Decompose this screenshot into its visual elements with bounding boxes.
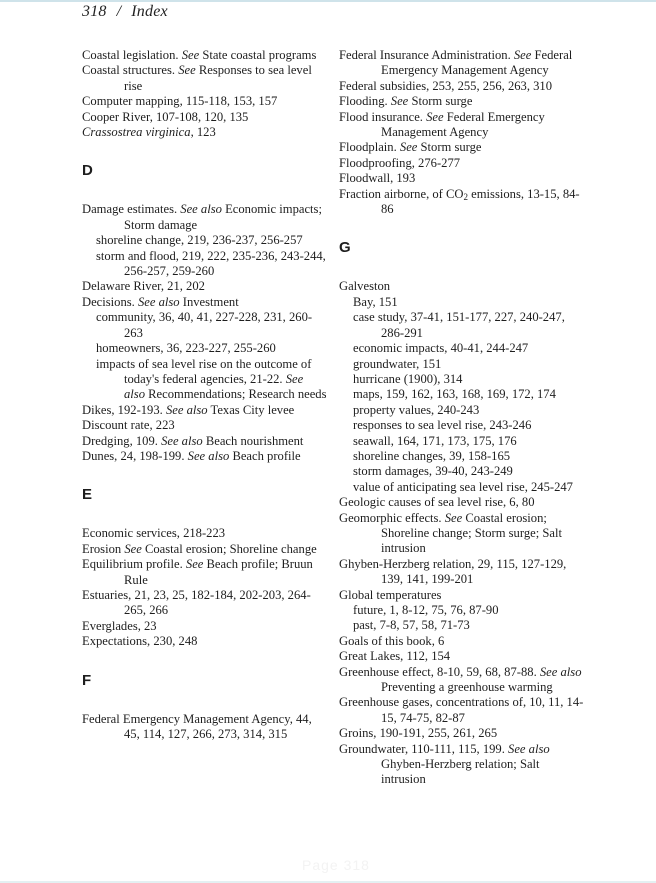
index-subentry (339, 341, 584, 356)
index-subentry (339, 434, 584, 449)
index-entry (82, 63, 327, 94)
index-entry (82, 202, 327, 233)
index-entry (82, 619, 327, 634)
entry-term: Greenhouse effect, 8-10, 59, 68, 87-88. (339, 664, 537, 679)
index-entry (82, 94, 327, 109)
entry-term: Great Lakes, 112, 154 (339, 649, 451, 664)
cross-reference-target: Texas City levee (210, 402, 295, 417)
subentry-term: past, 7-8, 57, 58, 71-73 (353, 618, 470, 633)
entry-term: Greenhouse gases, concentrations of, 10, 11, 14-15, 74-75, 82-87 (339, 695, 584, 725)
index-subentry (339, 603, 584, 618)
index-subentry (339, 310, 584, 341)
cross-reference-target: Beach profile (232, 448, 301, 463)
cross-reference-target: Coastal erosion; Shoreline change (144, 541, 317, 556)
cross-reference-label: See also (137, 294, 180, 309)
entry-term: Flood insurance. (339, 109, 423, 124)
cross-reference-target: Ghyben-Herzberg relation; Salt intrusion (381, 757, 540, 787)
index-entry (339, 94, 584, 109)
entry-term: Economic services, 218-223 (82, 526, 226, 541)
index-entry (339, 279, 584, 294)
index-entry (82, 403, 327, 418)
subentry-term: storm and flood, 219, 222, 235-236, 243-244, 256-257, 259-260 (96, 248, 326, 279)
cross-reference-target: Storm surge (420, 140, 482, 155)
cross-reference-label: See also (124, 371, 304, 402)
entry-term: Federal Insurance Administration. (339, 48, 511, 62)
entry-term: Geologic causes of sea level rise, 6, 80 (339, 495, 535, 510)
index-entry (339, 726, 584, 741)
index-subentry (339, 449, 584, 464)
index-subentry (82, 310, 327, 341)
subentry-term: community, 36, 40, 41, 227-228, 231, 260-263 (96, 310, 313, 340)
cross-reference-target: Recommendations; Research needs (148, 387, 327, 402)
entry-term: Delaware River, 21, 202 (82, 279, 205, 294)
cross-reference-label: See also (180, 202, 222, 217)
index-entry (339, 140, 584, 155)
index-entry (82, 542, 327, 557)
index-subentry (339, 403, 584, 418)
index-entry (82, 418, 327, 433)
index-group-f-left (82, 712, 327, 743)
cross-reference-label: See (399, 140, 418, 155)
index-column-left (82, 48, 327, 742)
subentry-term: homeowners, 36, 223-227, 255-260 (96, 341, 276, 356)
entry-term: Goals of this book, 6 (339, 633, 445, 648)
subentry-term: seawall, 164, 171, 173, 175, 176 (353, 433, 517, 448)
subentry-term: maps, 159, 162, 163, 168, 169, 172, 174 (353, 387, 556, 402)
index-entry (339, 156, 584, 171)
index-entry (82, 48, 327, 63)
entry-term: Groundwater, 110-111, 115, 199. (339, 741, 505, 756)
cross-reference-label: See (124, 541, 142, 556)
cross-reference-target: Federal Emergency Management Agency (381, 109, 545, 140)
entry-term: Coastal legislation. (82, 48, 179, 62)
cross-reference-label: See also (165, 402, 208, 417)
subentry-term: groundwater, 151 (353, 356, 442, 371)
header-separator: / (116, 3, 122, 20)
subentry-term: responses to sea level rise, 243-246 (353, 418, 532, 433)
entry-term-cont: emissions, 13-15, 84-86 (381, 186, 580, 217)
cross-reference-label: See (390, 94, 409, 109)
entry-term: Flooding. (339, 94, 388, 109)
index-letter-e: E (82, 486, 93, 504)
subentry-term: economic impacts, 40-41, 244-247 (353, 341, 529, 356)
index-entry (339, 110, 584, 141)
cross-reference-target: Economic impacts; Storm damage (124, 202, 322, 232)
cross-reference-target: Storm surge (411, 94, 473, 109)
page-border-top (0, 0, 656, 2)
index-entry (82, 526, 327, 541)
index-group-f-right (339, 48, 584, 217)
index-entry (82, 588, 327, 619)
index-group-e (82, 526, 327, 649)
index-group-d (82, 202, 327, 464)
entry-term: Federal subsidies, 253, 255, 256, 263, 310 (339, 78, 553, 93)
entry-term: Galveston (339, 279, 391, 294)
index-entry (339, 649, 584, 664)
index-subentry (82, 341, 327, 356)
entry-term: Floodwall, 193 (339, 171, 416, 186)
index-subentry (339, 357, 584, 372)
index-entry (339, 557, 584, 588)
entry-term: Federal Emergency Management Agency, 44, 45, 114, 127, 266, 273, 314, 315 (82, 711, 312, 741)
cross-reference-label: See also (187, 448, 230, 463)
entry-term: , 123 (190, 125, 216, 140)
entry-term: Decisions. (82, 294, 135, 309)
entry-term: Groins, 190-191, 255, 261, 265 (339, 726, 498, 741)
subentry-term: shoreline change, 219, 236-237, 256-257 (96, 233, 303, 248)
index-subentry (82, 357, 327, 403)
subscript: 2 (463, 191, 469, 202)
index-entry (339, 588, 584, 603)
entry-term: Cooper River, 107-108, 120, 135 (82, 109, 249, 124)
cross-reference-target: Preventing a greenhouse warming (381, 680, 553, 695)
index-entry (339, 187, 584, 218)
entry-term: Floodplain. (339, 140, 397, 155)
index-subentry (82, 249, 327, 280)
cross-reference-label: See (178, 63, 196, 78)
cross-reference-label: See also (539, 664, 582, 679)
entry-term: Dunes, 24, 198-199. (82, 448, 185, 463)
page-watermark: Page 318 (302, 857, 370, 873)
index-column-right (339, 48, 584, 788)
cross-reference-target: Federal Emergency Management Agency (381, 48, 573, 78)
cross-reference-label: See (185, 557, 204, 572)
index-letter-d: D (82, 162, 93, 180)
index-entry (82, 434, 327, 449)
subentry-term: hurricane (1900), 314 (353, 371, 463, 386)
entry-term: Global temperatures (339, 587, 442, 602)
entry-term: Expectations, 230, 248 (82, 634, 198, 649)
index-subentry (339, 618, 584, 633)
index-entry (82, 634, 327, 649)
index-entry (339, 665, 584, 696)
subentry-term: impacts of sea level rise on the outcome of today's federal agencies, 21-22. (96, 356, 312, 386)
cross-reference-label: See (181, 48, 200, 62)
subentry-term: property values, 240-243 (353, 402, 480, 417)
section-title: Index (131, 3, 168, 20)
index-entry (339, 695, 584, 726)
index-entry (82, 295, 327, 310)
entry-term: Geomorphic effects. (339, 510, 442, 525)
index-subentry (339, 295, 584, 310)
index-letter-g: G (339, 239, 351, 257)
index-subentry (339, 480, 584, 495)
index-entry (339, 742, 584, 788)
index-entry (82, 279, 327, 294)
subentry-term: Bay, 151 (353, 294, 398, 309)
subentry-term: storm damages, 39-40, 243-249 (353, 464, 513, 479)
index-group-c (82, 48, 327, 140)
cross-reference-target: Beach nourishment (205, 433, 304, 448)
cross-reference-label: See (426, 109, 444, 124)
index-entry (339, 634, 584, 649)
subentry-term: value of anticipating sea level rise, 245-247 (353, 479, 573, 494)
subentry-term: future, 1, 8-12, 75, 76, 87-90 (353, 603, 499, 617)
cross-reference-target: Coastal erosion; Shoreline change; Storm surge; Salt intrusion (381, 510, 562, 556)
index-letter-f: F (82, 671, 92, 689)
index-entry (82, 125, 327, 140)
index-subentry (339, 387, 584, 402)
index-subentry (339, 418, 584, 433)
index-entry (339, 511, 584, 557)
entry-term: Floodproofing, 276-277 (339, 155, 461, 170)
subentry-term: case study, 37-41, 151-177, 227, 240-247, 286-291 (353, 310, 565, 340)
index-entry (339, 48, 584, 79)
index-subentry (339, 464, 584, 479)
cross-reference-target: Beach profile; Bruun Rule (124, 557, 313, 587)
index-entry (339, 171, 584, 186)
entry-term: Erosion (82, 541, 122, 556)
cross-reference-label: See also (508, 741, 550, 756)
cross-reference-target: Investment (182, 294, 239, 309)
index-entry (82, 110, 327, 125)
entry-term: Everglades, 23 (82, 618, 157, 633)
entry-term: Dredging, 109. (82, 433, 158, 448)
index-group-g (339, 279, 584, 787)
entry-term: Coastal structures. (82, 63, 176, 78)
entry-term: Computer mapping, 115-118, 153, 157 (82, 94, 278, 109)
cross-reference-label: See also (161, 433, 203, 448)
index-entry (339, 495, 584, 510)
index-entry (82, 449, 327, 464)
cross-reference-target: State coastal programs (202, 48, 317, 62)
entry-term: Fraction airborne, of CO (339, 186, 464, 201)
index-entry (339, 79, 584, 94)
entry-term-italic: Crassostrea virginica (82, 125, 191, 140)
subentry-term: shoreline changes, 39, 158-165 (353, 448, 511, 463)
running-head (82, 3, 168, 21)
entry-term: Discount rate, 223 (82, 418, 175, 433)
page-number: 318 (82, 3, 107, 20)
index-entry (82, 712, 327, 743)
cross-reference-target: Responses to sea level rise (124, 63, 312, 93)
index-subentry (82, 233, 327, 248)
index-entry (82, 557, 327, 588)
entry-term: Equilibrium profile. (82, 557, 183, 572)
cross-reference-label: See (444, 510, 463, 525)
index-subentry (339, 372, 584, 387)
cross-reference-label: See (513, 48, 532, 62)
entry-term: Damage estimates. (82, 202, 178, 217)
entry-term: Dikes, 192-193. (82, 402, 163, 417)
entry-term: Ghyben-Herzberg relation, 29, 115, 127-129, 139, 141, 199-201 (339, 556, 567, 587)
entry-term: Estuaries, 21, 23, 25, 182-184, 202-203, 264-265, 266 (82, 587, 311, 618)
